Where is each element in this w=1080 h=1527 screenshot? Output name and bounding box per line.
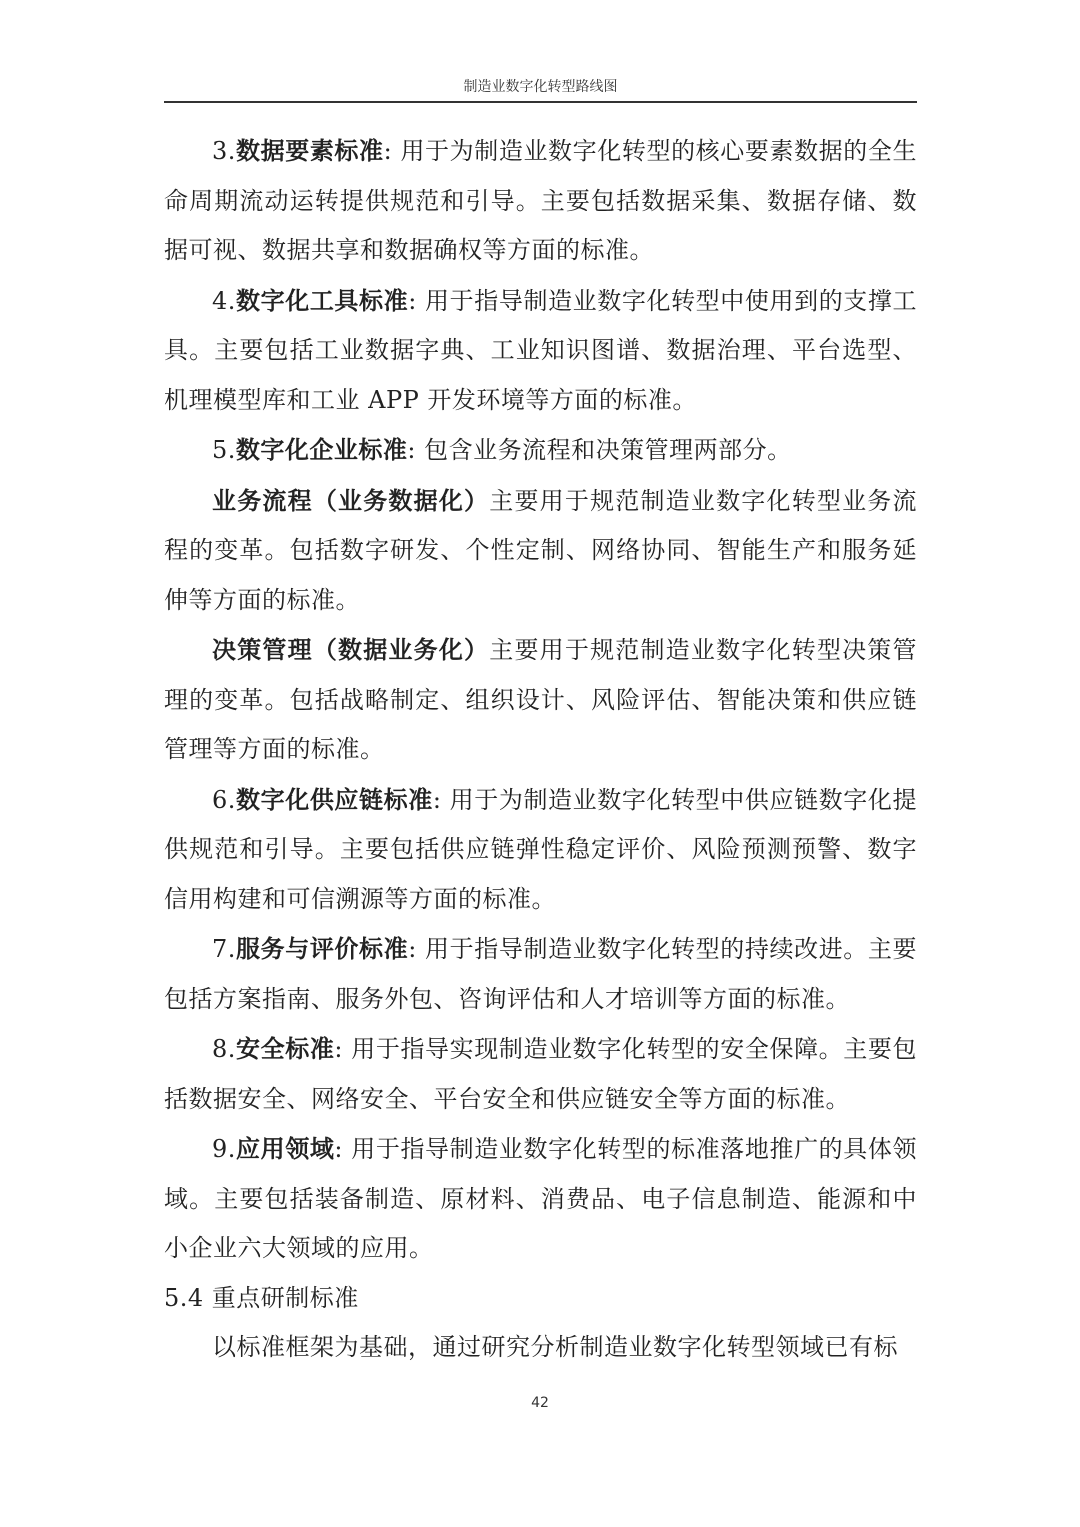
- item-text: 主要用于规范制造业数字化转型决策管理的变革。包括战略制定、组织设计、风险评估、智能决策和供应链管理等方面的标准。: [164, 636, 918, 763]
- item-title: 服务与评价标准: [235, 934, 409, 963]
- item-number: 4.: [212, 286, 236, 315]
- paragraph-digital-enterprise-standard: [164, 425, 917, 476]
- item-number: 9.: [212, 1135, 236, 1163]
- item-text: 用于为制造业数字化转型中供应链数字化提供规范和引导。主要包括供应链弹性稳定评价、风险预测预警、数字信用构建和可信溯源等方面的标准。: [164, 785, 917, 913]
- item-number: 3.: [212, 137, 236, 165]
- paragraph-business-process: [164, 476, 917, 626]
- item-separator: :: [408, 286, 417, 315]
- paragraph-data-element-standard: [164, 126, 917, 276]
- paragraph-security-standard: [164, 1024, 917, 1124]
- item-title: 数据要素标准: [235, 136, 384, 165]
- item-text: 用于指导制造业数字化转型的标准落地推广的具体领域。主要包括装备制造、原材料、消费品、电子信息制造、能源和中小企业六大领域的应用。: [164, 1135, 917, 1262]
- item-separator: :: [334, 1135, 344, 1163]
- item-separator: :: [334, 1035, 344, 1063]
- item-separator: :: [383, 137, 393, 165]
- item-title: 决策管理（数据业务化）: [212, 635, 490, 664]
- item-separator: :: [407, 436, 416, 464]
- item-title: 数字化工具标准: [235, 285, 409, 315]
- paragraph-application-domain: [164, 1124, 917, 1274]
- section-heading: 5.4 重点研制标准: [164, 1283, 359, 1312]
- item-title: 安全标准: [235, 1034, 335, 1063]
- item-number: 5.: [212, 436, 236, 464]
- paragraph-digital-tools-standard: [164, 276, 917, 426]
- item-number: 8.: [212, 1035, 236, 1063]
- item-text: 用于指导实现制造业数字化转型的安全保障。主要包括数据安全、网络安全、平台安全和供应链安全等方面的标准。: [164, 1035, 917, 1113]
- item-title: 数字化供应链标准: [235, 784, 433, 814]
- item-text: 用于指导制造业数字化转型中使用到的支撑工具。主要包括工业数据字典、工业知识图谱、数据治理、平台选型、机理模型库和工业 APP 开发环境等方面的标准。: [164, 286, 917, 414]
- item-number: 7.: [212, 935, 236, 963]
- page-body: [164, 126, 917, 1373]
- paragraph-service-evaluation-standard: [164, 924, 917, 1024]
- paragraph-decision-management: [164, 625, 917, 775]
- item-title: 数字化企业标准: [235, 435, 408, 464]
- item-text: 用于为制造业数字化转型的核心要素数据的全生命周期流动运转提供规范和引导。主要包括数据采集、数据存储、数据可视、数据共享和数据确权等方面的标准。: [164, 137, 917, 264]
- item-separator: :: [432, 785, 442, 814]
- page-number: 42: [531, 1395, 549, 1411]
- item-text: 用于指导制造业数字化转型的持续改进。主要包括方案指南、服务外包、咨询评估和人才培训等方面的标准。: [164, 935, 917, 1013]
- item-text: 主要用于规范制造业数字化转型业务流程的变革。包括数字研发、个性定制、网络协同、智能生产和服务延伸等方面的标准。: [164, 486, 918, 614]
- item-separator: :: [408, 935, 417, 963]
- header-divider: [164, 101, 917, 103]
- item-number: 6.: [212, 785, 236, 814]
- paragraph-supply-chain-standard: [164, 775, 917, 925]
- item-title: 应用领域: [235, 1134, 335, 1163]
- closing-paragraph: 以标准框架为基础，通过研究分析制造业数字化转型领域已有标: [212, 1333, 898, 1361]
- running-header: 制造业数字化转型路线图: [463, 79, 618, 95]
- item-text: 包含业务流程和决策管理两部分。: [416, 436, 792, 464]
- item-title: 业务流程（业务数据化）: [212, 485, 490, 515]
